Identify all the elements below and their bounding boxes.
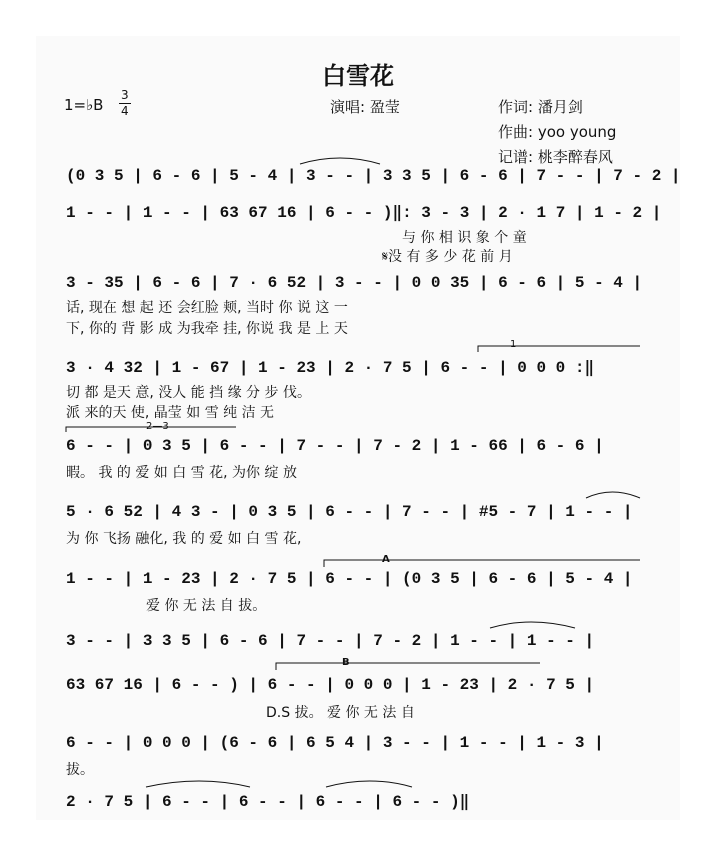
lyric-line-3a: 话, 现在 想 起 还 会红脸 颊, 当时 你 说 这 一 — [66, 300, 348, 316]
tie-mark — [490, 622, 575, 628]
volta-bracket — [66, 427, 236, 432]
segment-b-label: B — [342, 657, 350, 668]
lyricist-credit: 作词: 潘月剑 — [498, 98, 583, 116]
score-line-2: 1 - - | 1 - - | 63 67 16 | 6 - - )‖: 3 - 3 | 2 · 1 7 | 1 - 2 | — [66, 204, 662, 222]
volta-second-label: 2—3 — [146, 421, 169, 432]
time-signature-bottom: 4 — [121, 104, 129, 118]
score-line-3: 3 - 35 | 6 - 6 | 7 · 6 52 | 3 - - | 0 0 35 | 6 - 6 | 5 - 4 | — [66, 274, 643, 292]
volta-bracket — [478, 346, 640, 352]
song-title: 白雪花 — [322, 61, 394, 90]
tie-mark — [300, 158, 380, 164]
score-line-5: 6 - - | 0 3 5 | 6 - - | 7 - - | 7 - 2 | 1 - 66 | 6 - 6 | — [66, 437, 604, 455]
lyric-line-6: 为 你 飞扬 融化, 我 的 爱 如 白 雪 花, — [66, 531, 302, 547]
time-signature-top: 3 — [121, 88, 129, 102]
score-line-4: 3 · 4 32 | 1 - 67 | 1 - 23 | 2 · 7 5 | 6 - - | 0 0 0 :‖ — [66, 359, 595, 377]
singer-credit: 演唱: 盈莹 — [330, 98, 400, 116]
segment-bracket — [276, 663, 540, 670]
composer-credit: 作曲: yoo young — [498, 123, 617, 141]
score-line-8: 3 - - | 3 3 5 | 6 - 6 | 7 - - | 7 - 2 | 1 - - | 1 - - | — [66, 632, 595, 650]
lyric-line-2b: 𝄋没 有 多 少 花 前 月 — [382, 249, 513, 265]
score-line-1: (0 3 5 | 6 - 6 | 5 - 4 | 3 - - | 3 3 5 | 6 - 6 | 7 - - | 7 - 2 | — [66, 167, 681, 185]
tie-mark — [326, 781, 412, 787]
lyric-line-5: 暇。 我 的 爱 如 白 雪 花, 为你 绽 放 — [66, 465, 297, 481]
score-line-6: 5 · 6 52 | 4 3 - | 0 3 5 | 6 - - | 7 - - | #5 - 7 | 1 - - | — [66, 503, 633, 521]
lyric-line-10: 拔。 — [66, 762, 94, 778]
segment-a-label: A — [382, 554, 390, 565]
key-signature: 1=♭B — [64, 96, 104, 114]
score-line-10: 6 - - | 0 0 0 | (6 - 6 | 6 5 4 | 3 - - | 1 - - | 1 - 3 | — [66, 734, 604, 752]
tie-mark — [586, 492, 640, 498]
lyric-line-2a: 与 你 相 识 象 个 童 — [402, 230, 527, 246]
score-line-7: 1 - - | 1 - 23 | 2 · 7 5 | 6 - - | (0 3 5 | 6 - 6 | 5 - 4 | — [66, 570, 633, 588]
volta-first-label: 1 — [510, 339, 517, 350]
tie-mark — [146, 781, 250, 787]
lyric-line-7: 爱 你 无 法 自 拔。 — [146, 598, 267, 614]
transcriber-credit: 记谱: 桃李醉春风 — [498, 148, 613, 166]
lyric-line-4a: 切 都 是天 意, 没人 能 挡 缘 分 步 伐。 — [66, 385, 311, 401]
score-line-11: 2 · 7 5 | 6 - - | 6 - - | 6 - - | 6 - - )‖ — [66, 793, 470, 811]
segment-bracket — [324, 560, 640, 567]
score-line-9: 63 67 16 | 6 - - ) | 6 - - | 0 0 0 | 1 - 23 | 2 · 7 5 | — [66, 676, 595, 694]
lyric-line-3b: 下, 你的 背 影 成 为我牵 挂, 你说 我 是 上 天 — [66, 321, 348, 337]
lyric-line-9: D.S 拔。 爱 你 无 法 自 — [266, 705, 415, 721]
lyric-line-4b: 派 来的天 使, 晶莹 如 雪 纯 洁 无 — [66, 405, 275, 421]
